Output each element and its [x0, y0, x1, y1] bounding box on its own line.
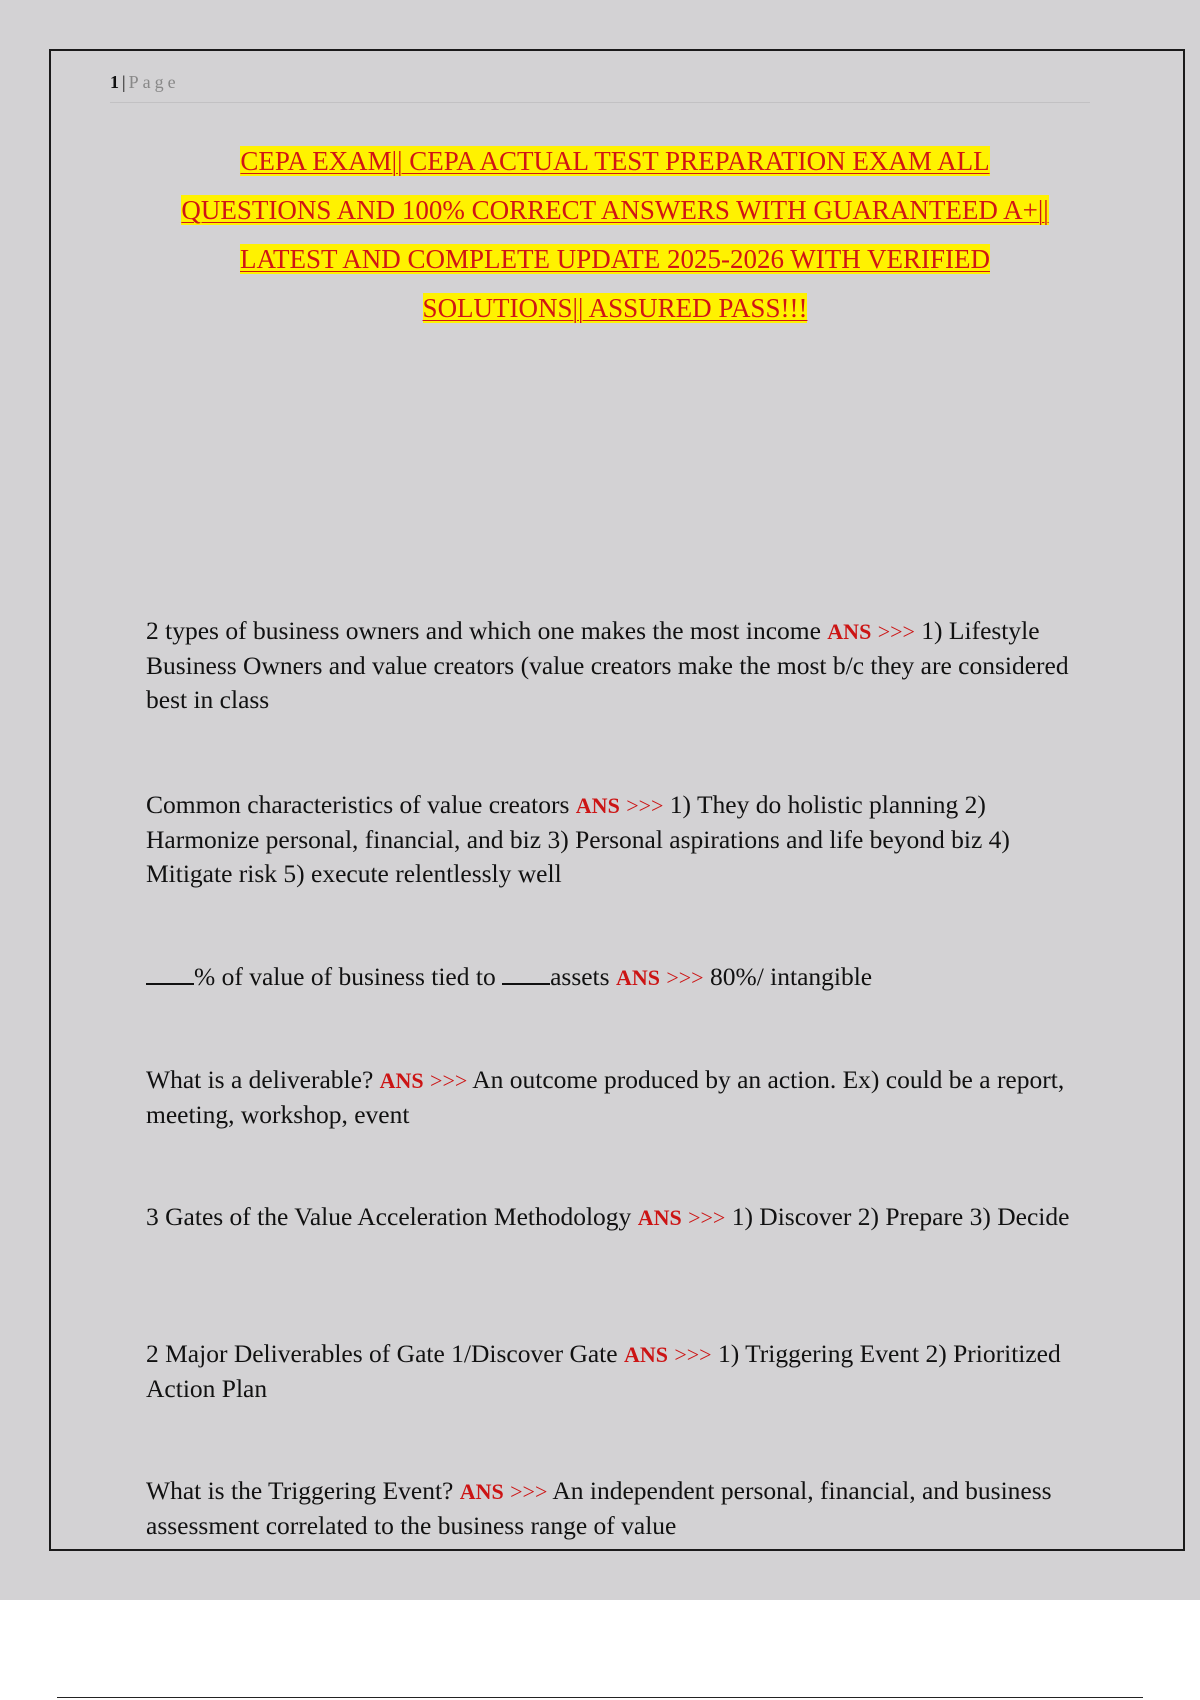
question-text: 2 types of business owners and which one makes the most income — [146, 616, 821, 645]
question-text: % of value of business tied to — [194, 962, 496, 991]
qa-item — [146, 788, 1091, 891]
title-line-text: CEPA EXAM|| CEPA ACTUAL TEST PREPARATION EXAM ALL — [240, 146, 990, 176]
question-text: What is a deliverable? — [146, 1065, 374, 1094]
qa-item — [146, 614, 1091, 717]
qa-item — [146, 1063, 1091, 1132]
title-line — [130, 284, 1100, 333]
question-text: Common characteristics of value creators — [146, 790, 570, 819]
question-text: 2 Major Deliverables of Gate 1/Discover Gate — [146, 1339, 618, 1368]
title-line — [130, 235, 1100, 284]
qa-item — [146, 1474, 1091, 1543]
ans-arrows: >>> — [666, 965, 704, 990]
ans-arrows: >>> — [674, 1342, 712, 1367]
ans-arrows: >>> — [688, 1205, 726, 1230]
ans-arrows: >>> — [430, 1068, 468, 1093]
question-text: 3 Gates of the Value Acceleration Methodology — [146, 1202, 632, 1231]
answer-text: An outcome produced by an action. Ex) could be a report, meeting, workshop, event — [146, 1065, 1065, 1129]
ans-label: ANS — [575, 793, 620, 818]
qa-item — [146, 1337, 1091, 1406]
document-title — [130, 137, 1100, 333]
next-page-rule — [57, 1697, 1143, 1698]
qa-item — [146, 1200, 1091, 1235]
answer-text: An independent personal, financial, and business assessment correlated to the business range of value — [146, 1476, 1052, 1540]
ans-label: ANS — [615, 965, 660, 990]
answer-text: 1) Triggering Event 2) Prioritized Action Plan — [146, 1339, 1061, 1403]
ans-label: ANS — [459, 1479, 504, 1504]
ans-arrows: >>> — [626, 793, 664, 818]
page-label: Page — [128, 72, 180, 92]
ans-label: ANS — [623, 1342, 668, 1367]
answer-text: 1) Discover 2) Prepare 3) Decide — [731, 1202, 1070, 1231]
fill-in-blank — [502, 961, 550, 985]
title-line-text: LATEST AND COMPLETE UPDATE 2025-2026 WITH VERIFIED — [240, 244, 990, 274]
fill-in-blank — [146, 961, 194, 985]
answer-text: 80%/ intangible — [709, 962, 873, 991]
answer-text: 1) Lifestyle Business Owners and value creators (value creators make the most b/c they are considered best in class — [146, 616, 1069, 714]
question-text: assets — [550, 962, 610, 991]
answer-text: 1) They do holistic planning 2) Harmonize personal, financial, and biz 3) Personal aspirations and life beyond biz 4) Mitigate risk 5) execute relentlessly well — [146, 790, 1010, 888]
title-line — [130, 186, 1100, 235]
title-line — [130, 137, 1100, 186]
title-line-text: SOLUTIONS|| ASSURED PASS!!! — [422, 293, 808, 323]
ans-arrows: >>> — [510, 1479, 548, 1504]
ans-arrows: >>> — [877, 619, 915, 644]
page-separator: | — [122, 72, 126, 92]
question-text: What is the Triggering Event? — [146, 1476, 454, 1505]
page-number: 1 — [110, 72, 119, 92]
page-header — [110, 70, 1090, 103]
ans-label: ANS — [379, 1068, 424, 1093]
qa-item — [146, 960, 1091, 995]
ans-label: ANS — [827, 619, 872, 644]
title-line-text: QUESTIONS AND 100% CORRECT ANSWERS WITH GUARANTEED A+|| — [181, 195, 1049, 225]
ans-label: ANS — [637, 1205, 682, 1230]
